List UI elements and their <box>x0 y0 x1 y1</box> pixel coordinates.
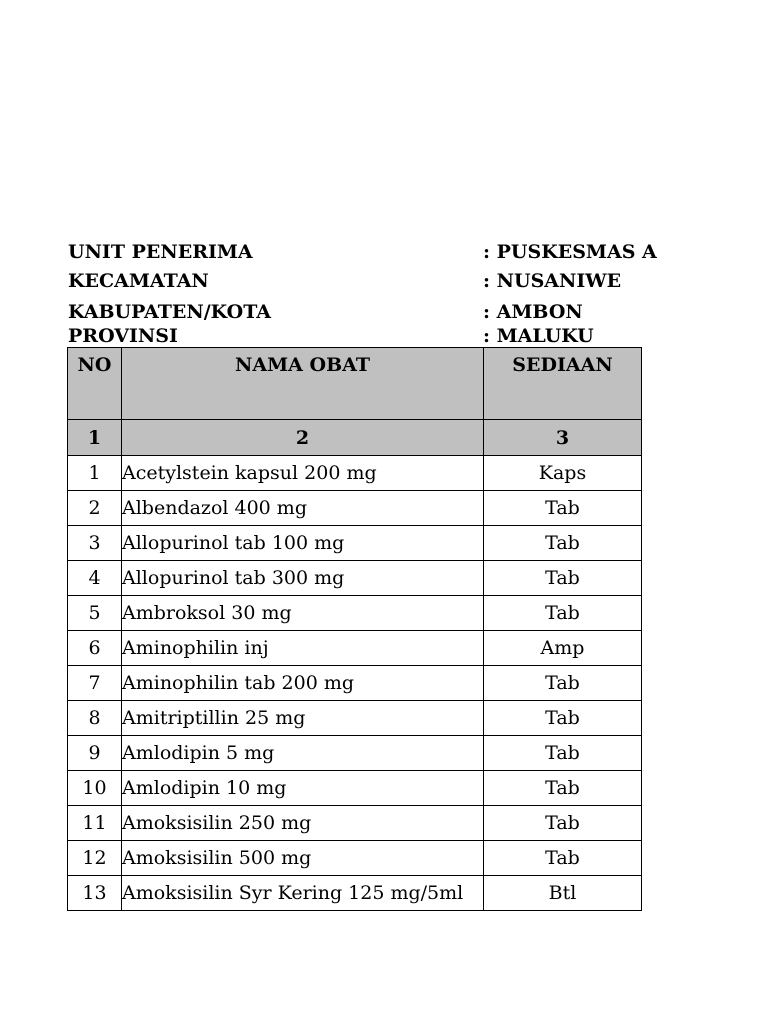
row-drug-name: Amoksisilin 500 mg <box>122 841 484 876</box>
table-row <box>68 631 642 666</box>
row-drug-name: Aminophilin inj <box>122 631 484 666</box>
row-no: 4 <box>68 561 122 596</box>
row-no: 6 <box>68 631 122 666</box>
row-sediaan: Tab <box>484 806 642 841</box>
table-row <box>68 736 642 771</box>
row-no: 8 <box>68 701 122 736</box>
row-no: 11 <box>68 806 122 841</box>
table-row <box>68 666 642 701</box>
column-number: 2 <box>122 420 484 456</box>
table-row <box>68 596 642 631</box>
row-sediaan: Tab <box>484 701 642 736</box>
table-row <box>68 456 642 491</box>
row-sediaan: Tab <box>484 736 642 771</box>
table-row <box>68 876 642 911</box>
row-no: 10 <box>68 771 122 806</box>
row-drug-name: Amoksisilin Syr Kering 125 mg/5ml <box>122 876 484 911</box>
info-label: KECAMATAN <box>68 270 209 292</box>
recipient-info <box>68 238 668 348</box>
column-number-row <box>68 420 642 456</box>
row-drug-name: Allopurinol tab 300 mg <box>122 561 484 596</box>
row-sediaan: Tab <box>484 491 642 526</box>
info-value: : AMBON <box>483 301 583 323</box>
header-sediaan: SEDIAAN <box>484 348 642 420</box>
info-row-unit <box>68 238 668 267</box>
info-value: : NUSANIWE <box>483 270 622 292</box>
table-row <box>68 491 642 526</box>
row-drug-name: Ambroksol 30 mg <box>122 596 484 631</box>
row-drug-name: Aminophilin tab 200 mg <box>122 666 484 701</box>
row-sediaan: Kaps <box>484 456 642 491</box>
column-number: 3 <box>484 420 642 456</box>
row-drug-name: Allopurinol tab 100 mg <box>122 526 484 561</box>
row-no: 3 <box>68 526 122 561</box>
info-label: UNIT PENERIMA <box>68 241 253 263</box>
info-row-kecamatan <box>68 267 668 296</box>
row-drug-name: Acetylstein kapsul 200 mg <box>122 456 484 491</box>
row-sediaan: Tab <box>484 771 642 806</box>
row-drug-name: Amlodipin 5 mg <box>122 736 484 771</box>
header-nama-obat: NAMA OBAT <box>122 348 484 420</box>
table-row <box>68 526 642 561</box>
row-drug-name: Amoksisilin 250 mg <box>122 806 484 841</box>
drug-table <box>67 347 642 911</box>
info-row-provinsi <box>68 324 668 348</box>
row-sediaan: Btl <box>484 876 642 911</box>
row-no: 7 <box>68 666 122 701</box>
row-sediaan: Amp <box>484 631 642 666</box>
row-sediaan: Tab <box>484 596 642 631</box>
table-row <box>68 771 642 806</box>
row-sediaan: Tab <box>484 666 642 701</box>
table-header-row <box>68 348 642 420</box>
header-no: NO <box>68 348 122 420</box>
info-row-kabupaten <box>68 300 668 324</box>
table-row <box>68 561 642 596</box>
row-no: 1 <box>68 456 122 491</box>
table-row <box>68 701 642 736</box>
info-value: : MALUKU <box>483 325 594 347</box>
row-drug-name: Amitriptillin 25 mg <box>122 701 484 736</box>
row-no: 2 <box>68 491 122 526</box>
row-drug-name: Amlodipin 10 mg <box>122 771 484 806</box>
column-number: 1 <box>68 420 122 456</box>
info-label: KABUPATEN/KOTA <box>68 301 272 323</box>
row-no: 5 <box>68 596 122 631</box>
row-no: 9 <box>68 736 122 771</box>
row-no: 12 <box>68 841 122 876</box>
table-row <box>68 841 642 876</box>
table-row <box>68 806 642 841</box>
info-label: PROVINSI <box>68 325 178 347</box>
row-sediaan: Tab <box>484 526 642 561</box>
row-drug-name: Albendazol 400 mg <box>122 491 484 526</box>
row-sediaan: Tab <box>484 841 642 876</box>
row-no: 13 <box>68 876 122 911</box>
row-sediaan: Tab <box>484 561 642 596</box>
info-value: : PUSKESMAS A <box>483 241 657 263</box>
